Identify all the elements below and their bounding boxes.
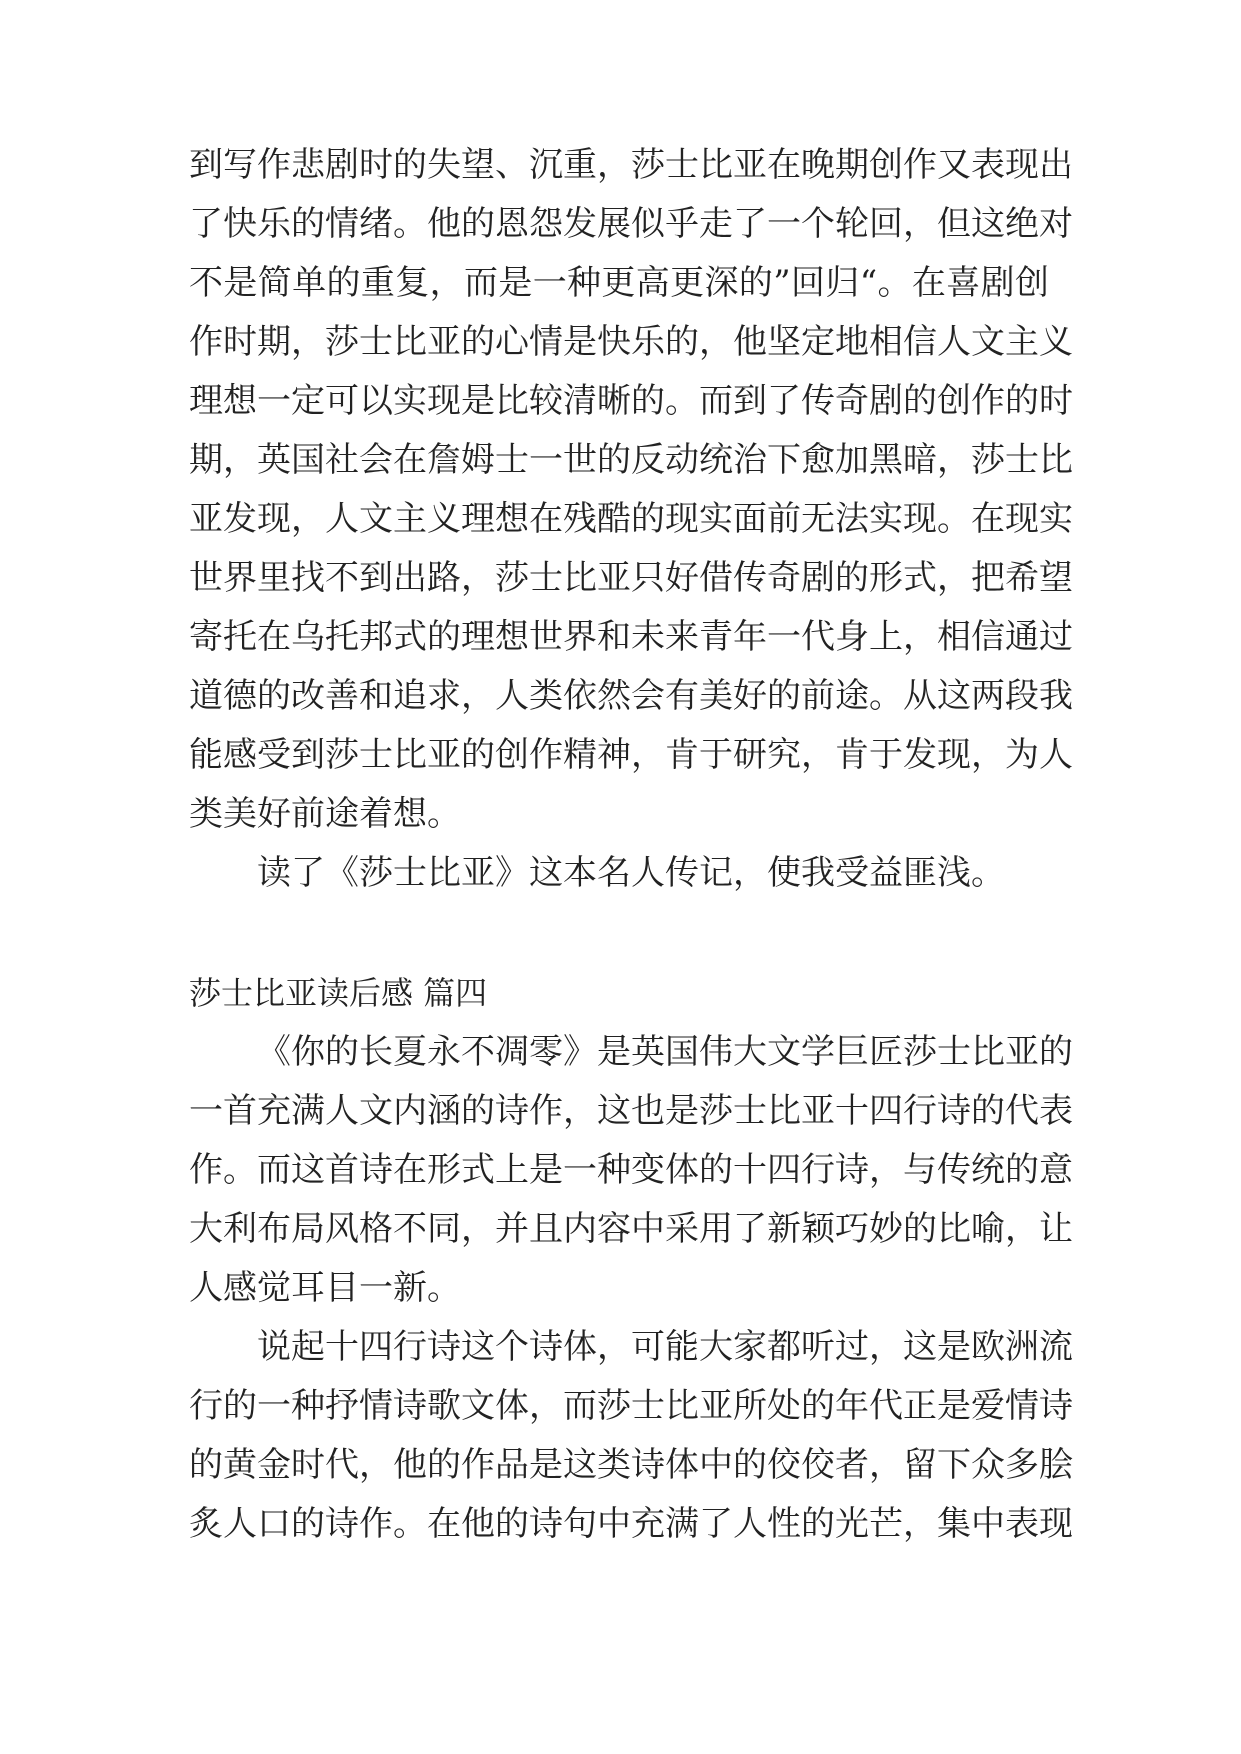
- paragraph-2: [189, 844, 1049, 903]
- paragraph-line: 作时期，莎士比亚的心情是快乐的，他坚定地相信人文主义: [189, 322, 1073, 362]
- paragraph-1: [189, 136, 1073, 844]
- paragraph-line: 寄托在乌托邦式的理想世界和未来青年一代身上，相信通过: [189, 617, 1073, 657]
- paragraph-line: 期，英国社会在詹姆士一世的反动统治下愈加黑暗，莎士比: [189, 440, 1073, 480]
- paragraph-3: [189, 1023, 1073, 1318]
- paragraph-line: 人感觉耳目一新。: [189, 1268, 461, 1308]
- paragraph-line: 说起十四行诗这个诗体，可能大家都听过，这是欧洲流: [257, 1327, 1073, 1367]
- paragraph-line: 不是简单的重复，而是一种更高更深的”回归“。在喜剧创: [189, 263, 1049, 303]
- paragraph-line: 一首充满人文内涵的诗作，这也是莎士比亚十四行诗的代表: [189, 1091, 1073, 1131]
- paragraph-line: 世界里找不到出路，莎士比亚只好借传奇剧的形式，把希望: [189, 558, 1073, 598]
- paragraph-line: 炙人口的诗作。在他的诗句中充满了人性的光芒，集中表现: [189, 1504, 1073, 1544]
- paragraph-line: 的黄金时代，他的作品是这类诗体中的佼佼者，留下众多脍: [189, 1445, 1073, 1485]
- paragraph-line: 亚发现，人文主义理想在残酷的现实面前无法实现。在现实: [189, 499, 1073, 539]
- paragraph-line: 了快乐的情绪。他的恩怨发展似乎走了一个轮回，但这绝对: [189, 204, 1073, 244]
- paragraph-4: [189, 1318, 1073, 1554]
- paragraph-line: 理想一定可以实现是比较清晰的。而到了传奇剧的创作的时: [189, 381, 1073, 421]
- paragraph-line: 作。而这首诗在形式上是一种变体的十四行诗，与传统的意: [189, 1150, 1073, 1190]
- paragraph-line: 能感受到莎士比亚的创作精神，肯于研究，肯于发现，为人: [189, 735, 1073, 775]
- paragraph-line: 大利布局风格不同，并且内容中采用了新颖巧妙的比喻，让: [189, 1209, 1073, 1249]
- paragraph-line: 到写作悲剧时的失望、沉重，莎士比亚在晚期创作又表现出: [189, 145, 1073, 185]
- section-heading: 莎士比亚读后感 篇四: [189, 974, 488, 1012]
- paragraph-line: 行的一种抒情诗歌文体，而莎士比亚所处的年代正是爱情诗: [189, 1386, 1073, 1426]
- paragraph-line: 类美好前途着想。: [189, 794, 461, 834]
- paragraph-line: 读了《莎士比亚》这本名人传记，使我受益匪浅。: [257, 853, 1005, 893]
- paragraph-line: 道德的改善和追求，人类依然会有美好的前途。从这两段我: [189, 676, 1073, 716]
- paragraph-line: 《你的长夏永不凋零》是英国伟大文学巨匠莎士比亚的: [257, 1032, 1073, 1072]
